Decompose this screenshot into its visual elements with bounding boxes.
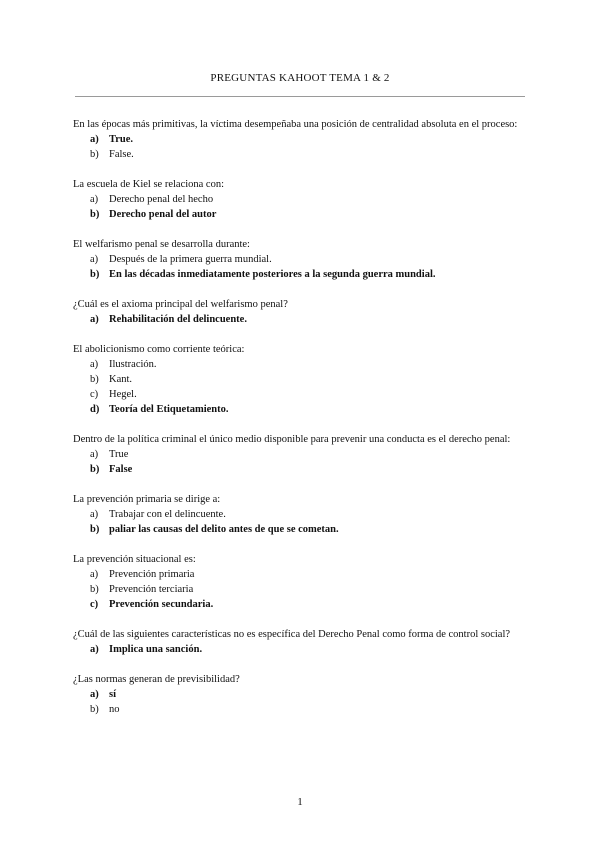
question-block	[73, 342, 527, 417]
option-letter: a)	[90, 449, 99, 460]
option-letter: b)	[90, 464, 100, 475]
option-letter: a)	[90, 134, 99, 145]
question-block	[73, 492, 527, 537]
option-letter: b)	[90, 374, 99, 385]
question-block	[73, 552, 527, 612]
option-list	[73, 357, 527, 417]
option-letter: c)	[90, 599, 99, 610]
option-text: Derecho penal del hecho	[109, 194, 214, 205]
question-text: La prevención situacional es:	[73, 554, 196, 565]
option-list	[73, 507, 527, 537]
question-text: En las épocas más primitivas, la víctima desempeñaba una posición de centralidad absoluta en el proceso:	[73, 119, 518, 130]
option-letter: a)	[90, 359, 99, 370]
option-text: paliar las causas del delito antes de que se cometan.	[109, 524, 339, 535]
correct-answer-option	[73, 522, 527, 537]
option-letter: b)	[90, 704, 99, 715]
answer-option	[73, 567, 527, 582]
option-list	[73, 687, 527, 717]
question-block	[73, 627, 527, 657]
option-text: Ilustración.	[109, 359, 157, 370]
option-text: sí	[109, 689, 117, 700]
question-text: Dentro de la política criminal el único medio disponible para prevenir una conducta es el derecho penal:	[73, 434, 511, 445]
option-letter: d)	[90, 404, 100, 415]
correct-answer-option	[73, 597, 527, 612]
option-text: Prevención secundaria.	[109, 599, 214, 610]
answer-option	[73, 372, 527, 387]
option-letter: b)	[90, 269, 100, 280]
question-block	[73, 237, 527, 282]
option-list	[73, 312, 527, 327]
question-block	[73, 297, 527, 327]
answer-option	[73, 507, 527, 522]
option-list	[73, 447, 527, 477]
answer-option	[73, 192, 527, 207]
option-text: True	[109, 449, 129, 460]
question-list	[73, 117, 527, 732]
option-letter: a)	[90, 194, 99, 205]
option-text: Trabajar con el delincuente.	[109, 509, 226, 520]
title-divider	[75, 96, 525, 97]
option-text: Teoría del Etiquetamiento.	[109, 404, 229, 415]
page-number: 1	[297, 796, 303, 808]
answer-option	[73, 387, 527, 402]
option-letter: a)	[90, 509, 99, 520]
option-text: Después de la primera guerra mundial.	[109, 254, 272, 265]
option-text: Hegel.	[109, 389, 137, 400]
option-text: no	[109, 704, 120, 715]
option-text: True.	[109, 134, 134, 145]
document-title: PREGUNTAS KAHOOT TEMA 1 & 2	[210, 72, 390, 84]
question-text: La escuela de Kiel se relaciona con:	[73, 179, 225, 190]
question-text: ¿Cuál de las siguientes características no es específica del Derecho Penal como forma de control social?	[73, 629, 511, 640]
answer-option	[73, 147, 527, 162]
option-letter: c)	[90, 389, 99, 400]
option-text: Kant.	[109, 374, 133, 385]
question-block	[73, 672, 527, 717]
correct-answer-option	[73, 132, 527, 147]
option-letter: a)	[90, 254, 99, 265]
option-letter: a)	[90, 314, 99, 325]
question-block	[73, 432, 527, 477]
question-text: El abolicionismo como corriente teórica:	[73, 344, 245, 355]
correct-answer-option	[73, 207, 527, 222]
question-text: El welfarismo penal se desarrolla durante:	[73, 239, 250, 250]
option-list	[73, 192, 527, 222]
option-text: Derecho penal del autor	[109, 209, 217, 220]
question-text: ¿Cuál es el axioma principal del welfarismo penal?	[73, 299, 288, 310]
answer-option	[73, 252, 527, 267]
option-text: Prevención primaria	[109, 569, 195, 580]
answer-option	[73, 702, 527, 717]
option-letter: a)	[90, 689, 99, 700]
answer-option	[73, 357, 527, 372]
option-letter: b)	[90, 524, 100, 535]
correct-answer-option	[73, 462, 527, 477]
correct-answer-option	[73, 642, 527, 657]
answer-option	[73, 582, 527, 597]
option-text: False.	[109, 149, 134, 160]
option-letter: a)	[90, 644, 99, 655]
option-list	[73, 252, 527, 282]
correct-answer-option	[73, 402, 527, 417]
option-list	[73, 567, 527, 612]
option-text: Prevención terciaria	[109, 584, 194, 595]
option-list	[73, 132, 527, 162]
correct-answer-option	[73, 687, 527, 702]
answer-option	[73, 447, 527, 462]
question-block	[73, 117, 527, 162]
option-letter: b)	[90, 584, 99, 595]
option-letter: b)	[90, 209, 100, 220]
option-text: Rehabilitación del delincuente.	[109, 314, 247, 325]
option-letter: a)	[90, 569, 99, 580]
correct-answer-option	[73, 312, 527, 327]
option-text: Implica una sanción.	[109, 644, 203, 655]
option-list	[73, 642, 527, 657]
option-text: False	[109, 464, 133, 475]
question-block	[73, 177, 527, 222]
option-text: En las décadas inmediatamente posteriores a la segunda guerra mundial.	[109, 269, 436, 280]
question-text: ¿Las normas generan de previsibilidad?	[73, 674, 240, 685]
option-letter: b)	[90, 149, 99, 160]
correct-answer-option	[73, 267, 527, 282]
question-text: La prevención primaria se dirige a:	[73, 494, 221, 505]
